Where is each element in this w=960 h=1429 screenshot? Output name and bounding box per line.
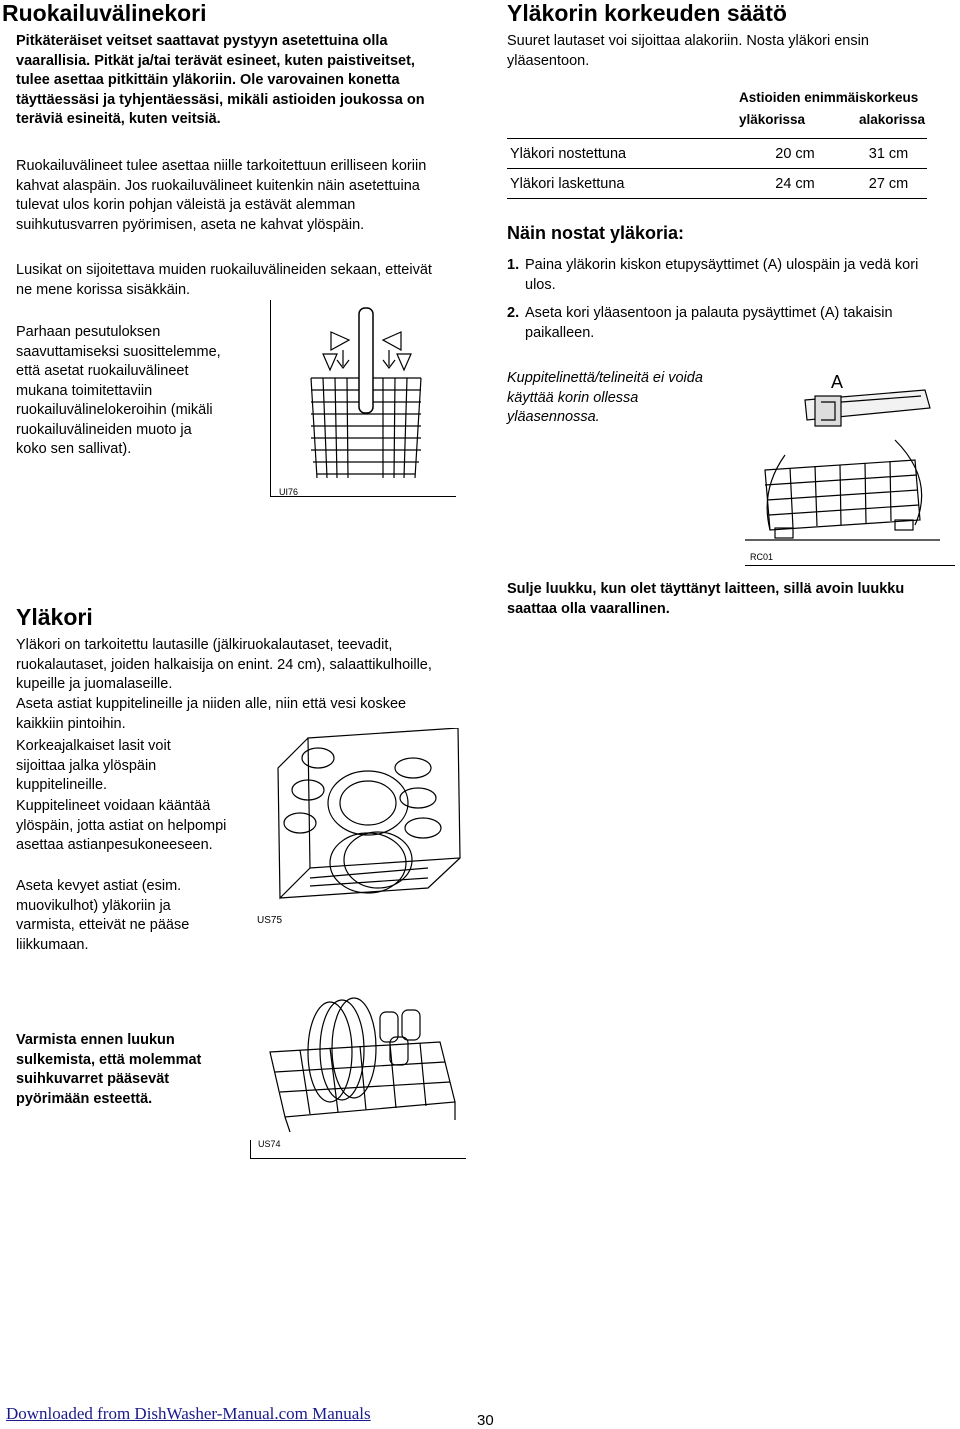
list-item: 2. Aseta kori yläasentoon ja palauta pysäyttimet (A) takaisin paikalleen. [507,305,893,341]
row-label: Yläkori laskettuna [507,169,740,199]
upper-para2: Aseta astiat kuppitelineille ja niiden alle, niin että vesi koskee kaikkiin pintoihin. [16,696,407,732]
cutlery-basket-figure [270,300,456,497]
cutlery-para2: Lusikat on sijoitettava muiden ruokailuvälineiden sekaan, etteivät ne mene korissa sisäkkäin. [16,262,432,298]
row-upper: 24 cm [740,169,850,199]
cutlery-para1: Ruokailuvälineet tulee asettaa niille tarkoitettuun erilliseen koriin kahvat alaspäin. Jos ruokailuvälineet kuitenkin näin asetettuina tulevat ulos korin pohjan väleistä ja estävät alemman suihkutusvarren pyörimisen, aseta ne kahvat ylöspäin. [16,158,427,233]
cutlery-figure-code: UI76 [279,487,299,497]
upper-title: Yläkori [16,604,93,630]
cutlery-warning: Pitkäteräiset veitset saattavat pystyyn asetettuina olla vaarallisia. Pitkät ja/tai terävät esineet, kuten paistiveitset, tulee asettaa pitkittäin yläkoriin. Ole varovainen konetta täyttäessäsi ja tyhjentäessäsi, mikäli astioiden joukossa on teräviä esineitä, kuten veitsiä. [16,33,425,127]
table-row [507,169,927,199]
table-row [507,139,927,169]
rack-height-figure [745,360,945,575]
close-door-warning: Sulje luukku, kun olet täyttänyt laitteen, sillä avoin luukku saattaa olla vaarallinen. [507,581,905,617]
row-label: Yläkori nostettuna [507,139,740,169]
height-note: Kuppitelinettä/telineitä ei voida käyttää korin ollessa yläasennossa. [507,370,703,425]
height-table [507,86,927,199]
height-subtitle: Näin nostat yläkoria: [507,223,685,243]
upper-rack-figure [248,728,468,938]
height-steps [507,256,937,352]
row-lower: 31 cm [850,139,927,169]
upper-figure-code: US75 [257,915,283,926]
rack-rail-illustration [745,360,945,575]
rack-figure-code: RC01 [750,552,774,562]
page-number: 30 [477,1412,494,1429]
download-source-link[interactable]: Downloaded from DishWasher-Manual.com Manuals [6,1404,371,1423]
cutlery-title: Ruokailuvälinekori [2,0,207,26]
spray-arm-warning: Varmista ennen luukun sulkemista, että molemmat suihkuvarret pääsevät pyörimään esteettä. [16,1032,202,1107]
height-title: Yläkorin korkeuden säätö [507,0,787,26]
lower-figure-frame [250,1140,466,1159]
table-col-lower: alakorissa [859,112,926,127]
list-item: 1. Paina yläkorin kiskon etupysäyttimet (A) ulospäin ja vedä kori ulos. [507,257,919,293]
cutlery-para3: Parhaan pesutuloksen saavuttamiseksi suosittelemme, että asetat ruokailuvälineet mukana toimitettaviin ruokailuvälinelokeroihin (mikäli ruokailuvälineiden muoto ja koko sen sallivat). [16,324,221,457]
height-intro: Suuret lautaset voi sijoittaa alakoriin. Nosta yläkori ensin yläasentoon. [507,33,869,69]
cutlery-basket-illustration [271,300,456,496]
upper-para4: Kuppitelineet voidaan kääntää ylöspäin, jotta astiat on helpompi asettaa astianpesukoneeseen. [16,798,227,853]
rack-figure-label: A [831,372,844,392]
lower-figure-code: US74 [258,1139,281,1149]
lower-rack-illustration [250,992,465,1157]
lower-rack-figure [250,992,465,1157]
upper-para3: Korkeajalkaiset lasit voit sijoittaa jalka ylöspäin kuppitelineille. [16,738,171,793]
upper-para5: Aseta kevyet astiat (esim. muovikulhot) yläkoriin ja varmista, etteivät ne pääse liikkumaan. [16,878,190,953]
upper-para1: Yläkori on tarkoitettu lautasille (jälkiruokalautaset, teevadit, ruokalautaset, joiden halkaisija on enint. 24 cm), salaattikulhoille, kupeille ja juomalaseille. [16,637,432,692]
height-table-body [507,138,927,199]
row-upper: 20 cm [740,139,850,169]
table-col-upper: yläkorissa [739,112,806,127]
row-lower: 27 cm [850,169,927,199]
table-header: Astioiden enimmäiskorkeus [739,90,919,105]
upper-rack-illustration [248,728,468,938]
figure-rule [745,565,955,566]
